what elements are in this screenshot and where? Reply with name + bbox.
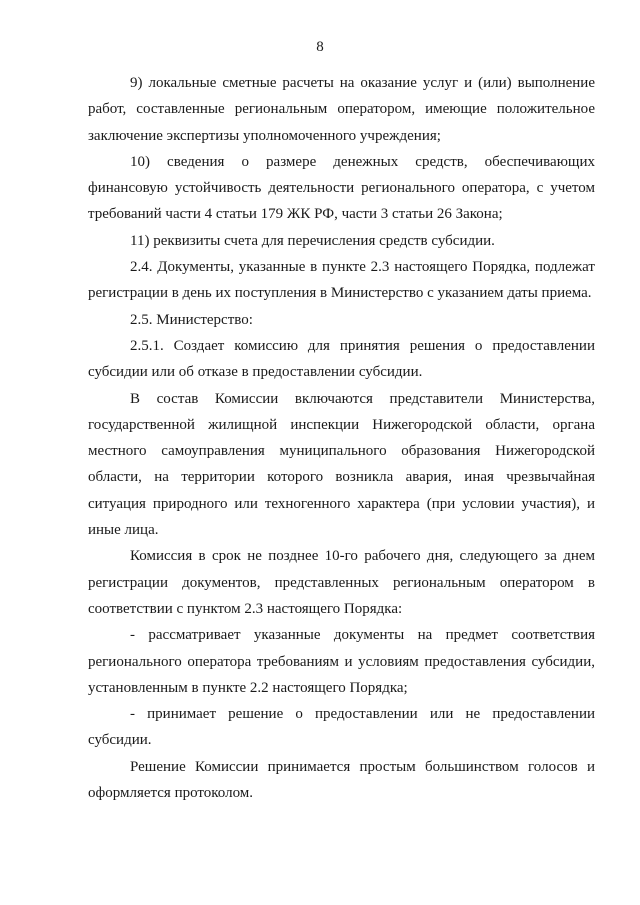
paragraph-item-10: 10) сведения о размере денежных средств, обеспечивающих финансовую устойчивость деятельности регионального оператора, с учетом требований части 4 статьи 179 ЖК РФ, части 3 статьи 26 Закона; — [88, 153, 595, 223]
paragraph-2-5: 2.5. Министерство: — [130, 311, 253, 328]
paragraph-2-5-1: 2.5.1. Создает комиссию для принятия решения о предоставлении субсидии или об отказе в предоставлении субсидии. — [88, 337, 595, 381]
paragraph-item-11: 11) реквизиты счета для перечисления средств субсидии. — [130, 232, 495, 249]
paragraph-decision-majority: Решение Комиссии принимается простым большинством голосов и оформляется протоколом. — [88, 758, 595, 802]
paragraph-commission-term: Комиссия в срок не позднее 10-го рабочего дня, следующего за днем регистрации документов, представленных региональным оператором в соответствии с пунктом 2.3 настоящего Порядка: — [88, 548, 595, 617]
document-body — [88, 70, 595, 806]
paragraph-commission-composition: В состав Комиссии включаются представители Министерства, государственной жилищной инспекции Нижегородской области, органа местного самоуправления муниципального образования Нижегородской области, на территории которого возникла авария, иная чрезвычайная ситуация природного или техногенного характера (при условии участия), и иные лица. — [88, 390, 595, 539]
paragraph-item-9: 9) локальные сметные расчеты на оказание услуг и (или) выполнение работ, составленные региональным оператором, имеющие положительное заключение экспертизы уполномоченного учреждения; — [88, 75, 595, 144]
page-number: 8 — [316, 39, 324, 55]
paragraph-commission-decision: - принимает решение о предоставлении или не предоставлении субсидии. — [88, 706, 595, 749]
paragraph-commission-review: - рассматривает указанные документы на предмет соответствия регионального оператора требованиям и условиям предоставления субсидии, установленным в пункте 2.2 настоящего Порядка; — [88, 627, 595, 696]
paragraph-2-4: 2.4. Документы, указанные в пункте 2.3 настоящего Порядка, подлежат регистрации в день их поступления в Министерство с указанием даты приема. — [88, 259, 595, 302]
